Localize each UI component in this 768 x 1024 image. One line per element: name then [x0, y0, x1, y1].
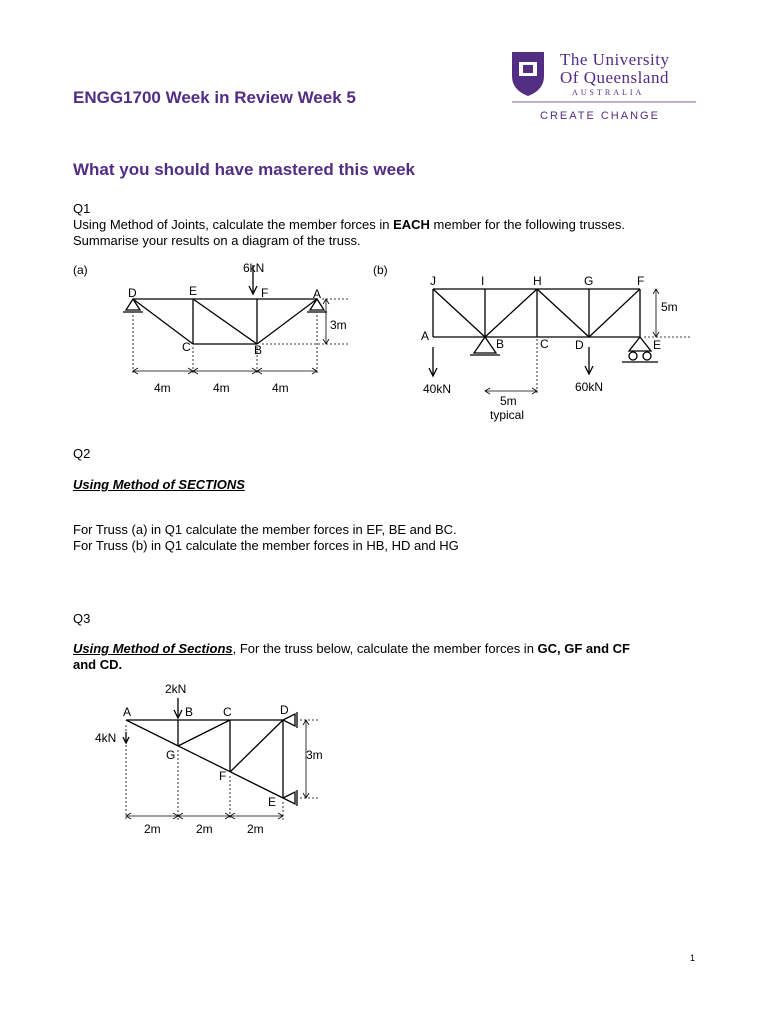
truss-b-label: (b) [373, 263, 388, 277]
truss-a-span-3: 4m [272, 381, 289, 395]
q3-height: 3m [306, 748, 323, 762]
node-c: C [540, 337, 549, 351]
q2-label: Q2 [73, 446, 91, 461]
node-h: H [533, 274, 542, 288]
q3-label: Q3 [73, 611, 91, 626]
uq-logo [510, 50, 700, 130]
node-e: E [653, 338, 662, 352]
node-g: G [166, 748, 176, 762]
node-a: A [123, 705, 132, 719]
pin-support-icon [126, 299, 140, 310]
pin-support-icon [474, 337, 496, 353]
truss-b-span: 5m [500, 394, 517, 408]
truss-q3 [95, 682, 323, 836]
truss-b-load-2: 60kN [575, 380, 604, 394]
node-f: F [219, 769, 227, 783]
q3-span-1: 2m [144, 822, 161, 836]
node-i: I [481, 274, 485, 288]
q3-span-3: 2m [247, 822, 264, 836]
node-b: B [496, 337, 505, 351]
roller-support-icon [629, 337, 651, 351]
node-a: A [421, 329, 430, 343]
q2-heading: Using Method of SECTIONS [73, 477, 245, 492]
truss-a [123, 261, 350, 395]
uq-name-line2: Of Queensland [560, 68, 669, 87]
node-c: C [223, 705, 232, 719]
q3-instruction: Using Method of Sections, For the truss below, calculate the member forces in GC, GF and CF [73, 641, 630, 656]
truss-a-span-2: 4m [213, 381, 230, 395]
truss-a-height: 3m [330, 318, 347, 332]
q3-load-top: 2kN [165, 682, 187, 696]
uq-country: AUSTRALIA [572, 88, 645, 97]
node-b: B [185, 705, 194, 719]
q3-truss-diagram [0, 680, 400, 845]
node-e: E [268, 795, 277, 809]
uq-name-line1: The University [560, 50, 670, 69]
q2-line1: For Truss (a) in Q1 calculate the member forces in EF, BE and BC. [73, 522, 457, 537]
q1-truss-diagrams [0, 255, 768, 430]
truss-b-height: 5m [661, 300, 678, 314]
node-a: A [313, 287, 322, 301]
truss-a-label: (a) [73, 263, 88, 277]
uq-tagline: CREATE CHANGE [540, 110, 660, 122]
q1-label: Q1 [73, 201, 91, 216]
q1-instruction-line2: Summarise your results on a diagram of the truss. [73, 233, 361, 248]
document-title: ENGG1700 Week in Review Week 5 [73, 88, 356, 107]
node-d: D [575, 338, 584, 352]
node-b: B [254, 343, 263, 357]
node-f: F [637, 274, 645, 288]
pin-support-icon [283, 792, 295, 804]
page-number: 1 [690, 953, 696, 963]
truss-b [421, 274, 690, 422]
node-d: D [128, 286, 137, 300]
node-j: J [430, 274, 436, 288]
node-d: D [280, 703, 289, 717]
node-f: F [261, 286, 269, 300]
q3-span-2: 2m [196, 822, 213, 836]
truss-a-load: 6kN [243, 261, 265, 275]
q1-instruction: Using Method of Joints, calculate the member forces in EACH member for the following trusses. [73, 217, 626, 232]
truss-b-span-note: typical [490, 408, 525, 422]
q2-line2: For Truss (b) in Q1 calculate the member forces in HB, HD and HG [73, 538, 459, 553]
truss-a-span-1: 4m [154, 381, 171, 395]
q3-load-side: 4kN [95, 731, 117, 745]
truss-b-load-1: 40kN [423, 382, 452, 396]
section-title: What you should have mastered this week [73, 160, 415, 179]
node-e: E [189, 284, 198, 298]
q3-instruction-line2: and CD. [73, 657, 123, 672]
node-c: C [182, 340, 191, 354]
node-g: G [584, 274, 594, 288]
